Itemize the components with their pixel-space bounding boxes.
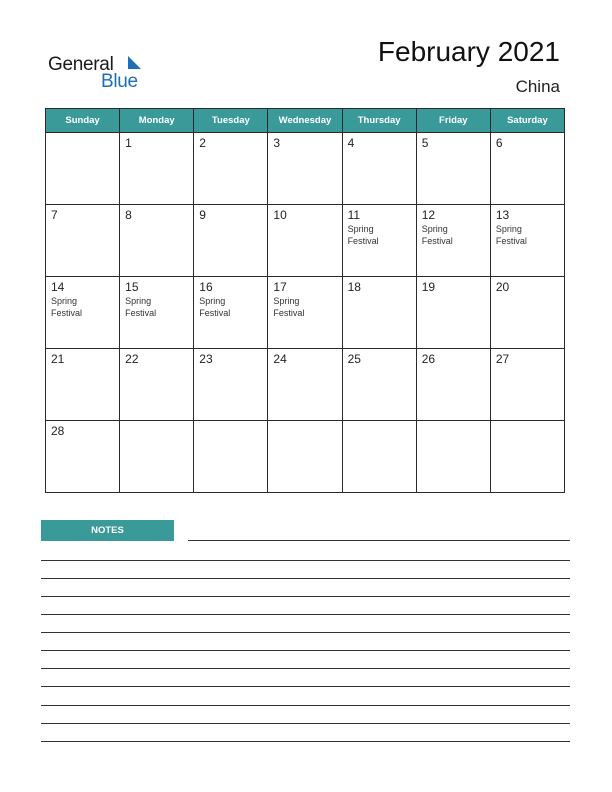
day-number: 12 <box>421 208 436 222</box>
holiday-label: Spring Festival <box>421 224 453 246</box>
notes-line <box>41 668 570 669</box>
notes-header: NOTES <box>41 520 174 541</box>
day-number: 21 <box>51 352 65 366</box>
day-number: 14 <box>51 280 65 294</box>
day-cell <box>120 349 194 421</box>
weekday-thursday: Thursday <box>342 109 416 133</box>
day-number: 3 <box>273 136 281 150</box>
day-cell <box>416 205 490 277</box>
day-cell <box>416 349 490 421</box>
day-cell <box>342 421 416 493</box>
day-cell <box>46 277 120 349</box>
notes-line <box>41 578 570 579</box>
weekday-wednesday: Wednesday <box>268 109 342 133</box>
weekday-monday: Monday <box>120 109 194 133</box>
notes-line <box>41 632 570 633</box>
day-number: 9 <box>199 208 206 222</box>
brand-word-blue: Blue <box>101 71 138 92</box>
day-cell <box>120 277 194 349</box>
day-cell <box>342 133 416 205</box>
page-title: February 2021 <box>377 36 560 67</box>
notes-line <box>41 723 570 724</box>
day-cell <box>194 421 268 493</box>
day-number: 8 <box>125 208 132 222</box>
day-cell <box>194 277 268 349</box>
day-cell <box>46 349 120 421</box>
day-number: 6 <box>495 136 503 150</box>
day-number: 22 <box>125 352 139 366</box>
day-number: 17 <box>273 280 287 294</box>
day-cell <box>268 349 342 421</box>
day-number: 19 <box>421 280 436 294</box>
day-cell <box>416 421 490 493</box>
day-cell <box>490 133 564 205</box>
day-cell <box>46 133 120 205</box>
day-cell <box>46 205 120 277</box>
day-cell <box>416 277 490 349</box>
day-cell <box>490 205 564 277</box>
week-row <box>46 349 565 421</box>
notes-line <box>41 741 570 742</box>
day-number: 15 <box>125 280 139 294</box>
day-number: 20 <box>495 280 510 294</box>
weekday-friday: Friday <box>416 109 490 133</box>
day-number: 18 <box>347 280 361 294</box>
day-cell <box>194 205 268 277</box>
day-cell <box>194 133 268 205</box>
weekday-sunday: Sunday <box>46 109 120 133</box>
day-cell <box>342 277 416 349</box>
weekday-saturday: Saturday <box>490 109 564 133</box>
day-cell <box>120 205 194 277</box>
day-number: 1 <box>125 136 132 150</box>
day-number: 10 <box>273 208 287 222</box>
week-row <box>46 277 565 349</box>
day-cell <box>194 349 268 421</box>
notes-line <box>41 650 570 651</box>
day-number: 13 <box>495 208 510 222</box>
day-number: 2 <box>199 136 206 150</box>
week-row <box>46 205 565 277</box>
day-cell <box>268 205 342 277</box>
day-cell <box>268 277 342 349</box>
notes-line <box>41 614 570 615</box>
day-number: 24 <box>273 352 287 366</box>
weekday-header-row <box>46 109 565 133</box>
day-cell <box>120 421 194 493</box>
day-cell <box>490 421 564 493</box>
holiday-label: Spring Festival <box>199 296 231 318</box>
country-label: China <box>515 77 560 96</box>
weekday-tuesday: Tuesday <box>194 109 268 133</box>
day-number: 11 <box>347 208 361 222</box>
week-row <box>46 421 565 493</box>
day-cell <box>342 205 416 277</box>
day-number: 16 <box>199 280 213 294</box>
day-cell <box>46 421 120 493</box>
notes-line <box>41 596 570 597</box>
notes-line <box>188 540 570 541</box>
day-cell <box>490 349 564 421</box>
day-number: 26 <box>421 352 436 366</box>
day-cell <box>416 133 490 205</box>
day-number: 25 <box>347 352 361 366</box>
day-number: 23 <box>199 352 213 366</box>
day-cell <box>268 133 342 205</box>
day-number: 5 <box>421 136 429 150</box>
week-row <box>46 133 565 205</box>
day-number: 28 <box>51 424 65 438</box>
holiday-label: Spring Festival <box>273 296 305 318</box>
holiday-label: Spring Festival <box>347 224 379 246</box>
brand-word-general: General <box>48 54 114 75</box>
day-number: 4 <box>347 136 355 150</box>
holiday-label: Spring Festival <box>125 296 157 318</box>
holiday-label: Spring Festival <box>51 296 83 318</box>
day-cell <box>120 133 194 205</box>
notes-line <box>41 705 570 706</box>
notes-line <box>41 560 570 561</box>
day-cell <box>490 277 564 349</box>
day-number: 27 <box>495 352 510 366</box>
day-cell <box>268 421 342 493</box>
day-cell <box>342 349 416 421</box>
calendar-grid <box>45 108 565 493</box>
notes-line <box>41 686 570 687</box>
brand-triangle-icon <box>128 56 141 69</box>
holiday-label: Spring Festival <box>495 224 527 246</box>
day-number: 7 <box>51 208 58 222</box>
brand-logo <box>48 52 148 92</box>
